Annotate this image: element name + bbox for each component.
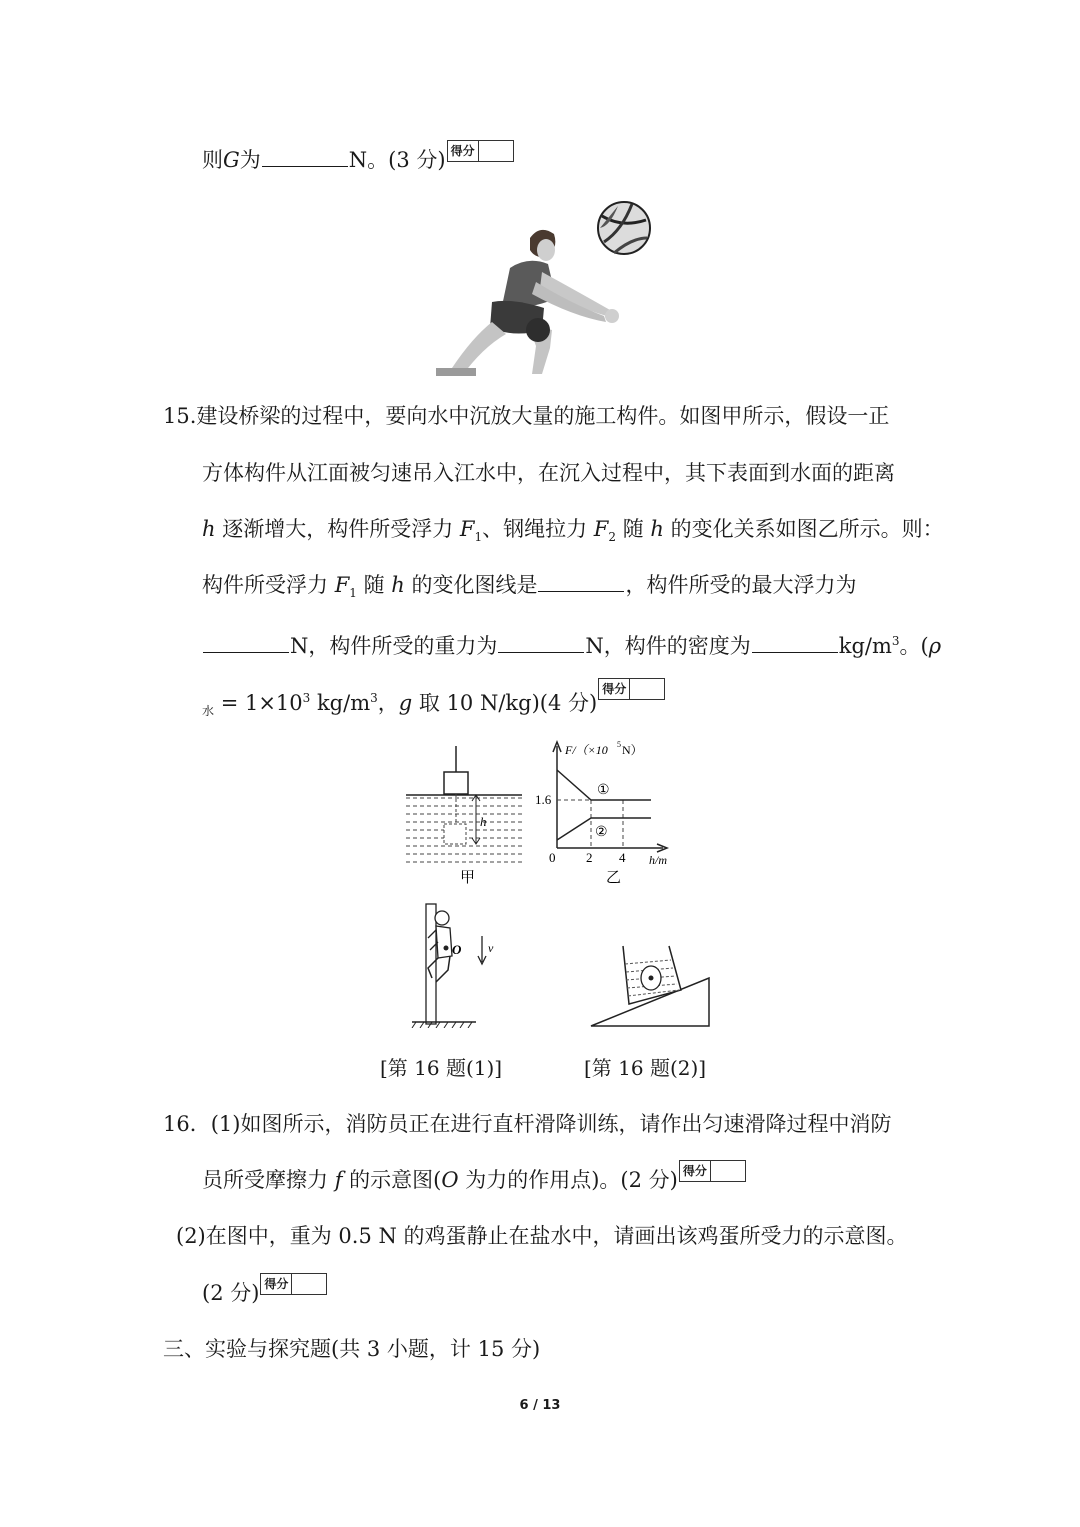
velocity-label: v [488,941,494,955]
figure-jia [400,740,530,888]
q16-line-1: 16．(1)如图所示，消防员正在进行直杆滑降训练，请作出匀速滑降过程中消防 [163,1112,892,1136]
point-o-label: O [452,942,462,957]
q15-line-1: 15.建设桥梁的过程中，要向水中沉放大量的施工构件。如图甲所示，假设一正 [163,404,890,428]
answer-blank-gravity[interactable] [498,632,584,653]
h-label: h [480,814,487,829]
figure-16-2 [585,944,715,1030]
answer-blank-density[interactable] [752,632,838,653]
q14-answer-line: 则G为 N。(3 分) 得分 [202,146,514,174]
line-1-label: ① [597,783,610,798]
x-axis-label: h/m [649,853,667,867]
x-tick-2: 2 [586,850,593,865]
q15-line-2: 方体构件从江面被匀速吊入江水中，在沉入过程中，其下表面到水面的距离 [202,461,895,485]
page-number: 6 / 13 [519,1398,561,1413]
score-cell[interactable] [711,1161,745,1181]
line-2-label: ② [595,825,608,840]
score-box: 得分 [679,1160,746,1182]
x-tick-4: 4 [619,850,626,865]
figure-jia-caption: 甲 [460,870,476,886]
y-axis-label: F/（×10 [565,743,608,757]
figure-yi-graph [535,734,685,886]
figure-16-1 [410,898,510,1028]
answer-blank-graph-line[interactable] [538,571,624,592]
answer-blank-max-buoyancy[interactable] [203,632,289,653]
answer-blank[interactable] [262,146,348,167]
score-box: 得分 [260,1273,327,1295]
q16-line-3: (2)在图中，重为 0.5 N 的鸡蛋静止在盐水中，请画出该鸡蛋所受力的示意图。 [176,1224,908,1248]
q15-line-5: N，构件所受的重力为 N，构件的密度为 $kg/m^3$。(ρ [202,627,941,660]
section-3-heading: 三、实验与探究题(共 3 小题，计 15 分) [163,1337,541,1361]
score-box: 得分 [598,678,665,700]
q16-line-4: (2 分) 得分 [202,1279,327,1307]
y-axis-sup: 5 [617,740,621,749]
q15-line-3: h 逐渐增大，构件所受浮力 $F_1$、钢绳拉力 $F_2$ 随 h 的变化关系如图乙所示。则： [202,517,944,545]
figure-16-1-caption: [第 16 题(1)] [380,1056,503,1080]
volleyball-player-image [432,198,662,376]
score-cell[interactable] [479,141,513,161]
x-tick-0: 0 [549,850,556,865]
y-tick-1-6: 1.6 [535,792,552,807]
q15-line-4: 构件所受浮力 $F_1$ 随 h 的变化图线是 ，构件所受的最大浮力为 [202,573,857,601]
q16-line-2: 员所受摩擦力 f 的示意图(O 为力的作用点)。(2 分) 得分 [202,1166,746,1194]
score-cell[interactable] [292,1274,326,1294]
score-cell[interactable] [630,679,664,699]
score-box: 得分 [447,140,514,162]
q15-line-6: $_水 = 1\times 10^3$ $kg/m^3$，g 取 10 N/kg)(4 分) 得分 [202,684,665,725]
figure-yi-caption: 乙 [606,870,622,886]
y-axis-unit: N） [622,743,643,757]
figure-16-2-caption: [第 16 题(2)] [584,1056,707,1080]
